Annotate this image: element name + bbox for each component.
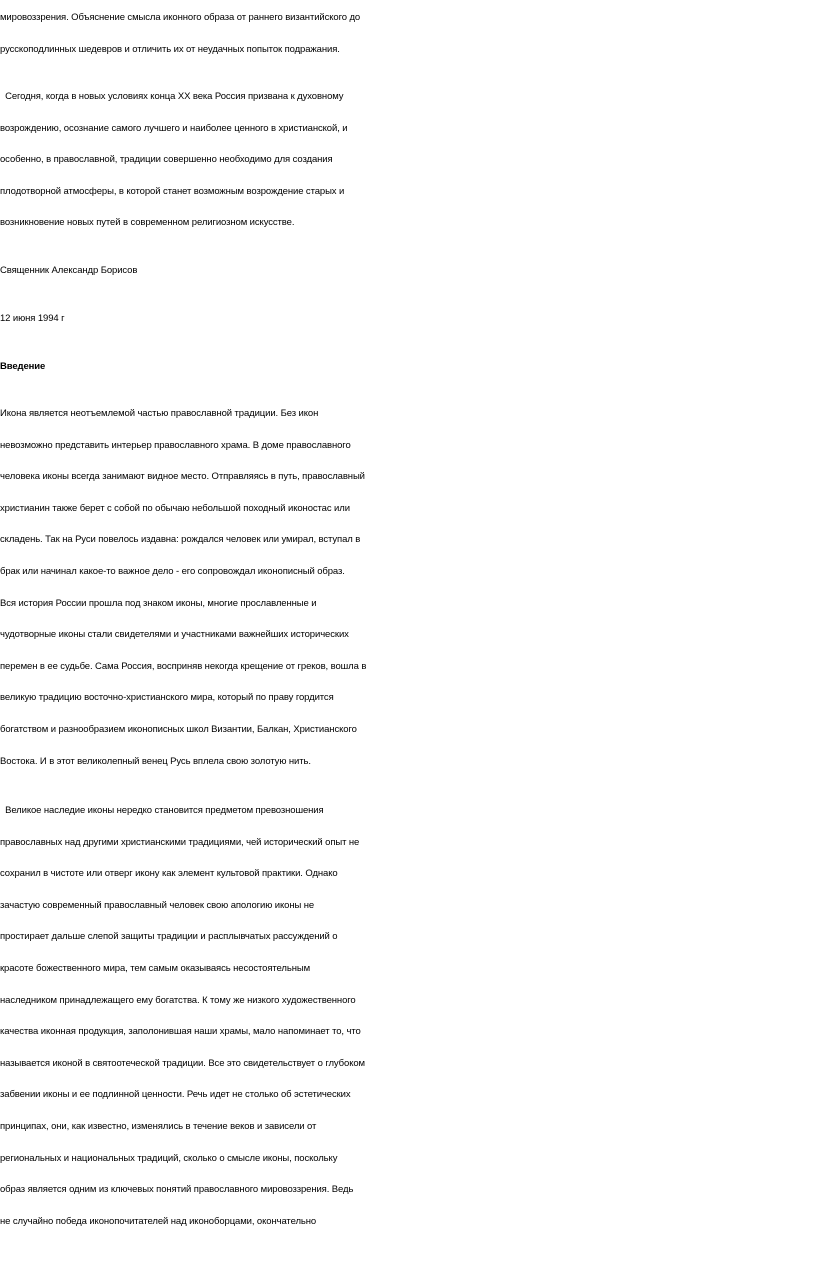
text-line: Востока. И в этот великолепный венец Русь вплела свою золотую нить. bbox=[0, 755, 311, 767]
text-line: Великое наследие иконы нередко становится предметом превозношения bbox=[0, 805, 324, 816]
text-line: сохранил в чистоте или отверг икону как элемент культовой практики. Однако bbox=[0, 868, 338, 880]
text-line: принципах, они, как известно, изменялись в течение веков и зависели от bbox=[0, 1120, 317, 1132]
paragraph-icon bbox=[0, 398, 816, 777]
text-line: Вся история России прошла под знаком иконы, многие прославленные и bbox=[0, 597, 317, 609]
text-line: региональных и национальных традиций, сколько о смысле иконы, поскольку bbox=[0, 1152, 338, 1164]
text-line: невозможно представить интерьер православного храма. В доме православного bbox=[0, 439, 351, 451]
paragraph-intro-end bbox=[0, 2, 816, 65]
author-signature bbox=[0, 255, 816, 287]
text-line: Икона является неотъемлемой частью православной традиции. Без икон bbox=[0, 408, 319, 419]
text-line: возникновение новых путей в современном религиозном искусстве. bbox=[0, 217, 295, 229]
text-line: христианин также берет с собой по обычаю небольшой походный иконостас или bbox=[0, 502, 350, 514]
paragraph-today bbox=[0, 81, 816, 239]
text-line: Сегодня, когда в новых условиях конца XX века Россия призвана к духовному bbox=[0, 91, 344, 102]
text-line: человека иконы всегда занимают видное место. Отправляясь в путь, православный bbox=[0, 471, 365, 483]
text-line: великую традицию восточно-христианского мира, который по праву гордится bbox=[0, 692, 334, 704]
text-line: возрождению, осознание самого лучшего и наиболее ценного в христианской, и bbox=[0, 122, 348, 134]
text-line: чудотворные иконы стали свидетелями и участниками важнейших исторических bbox=[0, 629, 349, 641]
text-line: называется иконой в святоотеческой традиции. Все это свидетельствует о глубоком bbox=[0, 1057, 365, 1069]
text-line: брак или начинал какое-то важное дело - его сопровождал иконописный образ. bbox=[0, 565, 345, 577]
text-line: складень. Так на Руси повелось издавна: рождался человек или умирал, вступал в bbox=[0, 534, 361, 546]
text-line: образ является одним из ключевых понятий православного мировоззрения. Ведь bbox=[0, 1184, 354, 1196]
paragraph-legacy bbox=[0, 795, 816, 1237]
text-line: плодотворной атмосферы, в которой станет возможным возрождение старых и bbox=[0, 185, 345, 197]
date-line bbox=[0, 303, 816, 335]
text-line: русскоподлинных шедевров и отличить их от неудачных попыток подражания. bbox=[0, 43, 340, 55]
text-line: красоте божественного мира, тем самым оказываясь несостоятельным bbox=[0, 962, 311, 974]
text-line: качества иконная продукция, заполонившая наши храмы, мало напоминает то, что bbox=[0, 1026, 361, 1038]
text-line: забвении иконы и ее подлинной ценности. Речь идет не столько об эстетических bbox=[0, 1089, 351, 1101]
text-line: мировоззрения. Объяснение смысла иконного образа от раннего византийского до bbox=[0, 12, 361, 23]
text-line: православных над другими христианскими традициями, чей исторический опыт не bbox=[0, 836, 360, 848]
text-line: не случайно победа иконопочитателей над иконоборцами, окончательно bbox=[0, 1215, 317, 1227]
section-heading bbox=[0, 351, 816, 383]
text-line: перемен в ее судьбе. Сама Россия, восприняв некогда крещение от греков, вошла в bbox=[0, 660, 367, 672]
heading-text: Введение bbox=[0, 361, 46, 372]
text-line: особенно, в православной, традиции совершенно необходимо для создания bbox=[0, 154, 333, 166]
text-line: зачастую современный православный человек свою апологию иконы не bbox=[0, 899, 315, 911]
text-line: богатством и разнообразием иконописных школ Византии, Балкан, Христианского bbox=[0, 723, 357, 735]
text-line: 12 июня 1994 г bbox=[0, 313, 65, 324]
text-line: наследником принадлежащего ему богатства. К тому же низкого художественного bbox=[0, 994, 356, 1006]
text-line: простирает дальше слепой защиты традиции и расплывчатых рассуждений о bbox=[0, 931, 338, 943]
text-line: Священник Александр Борисов bbox=[0, 265, 138, 276]
